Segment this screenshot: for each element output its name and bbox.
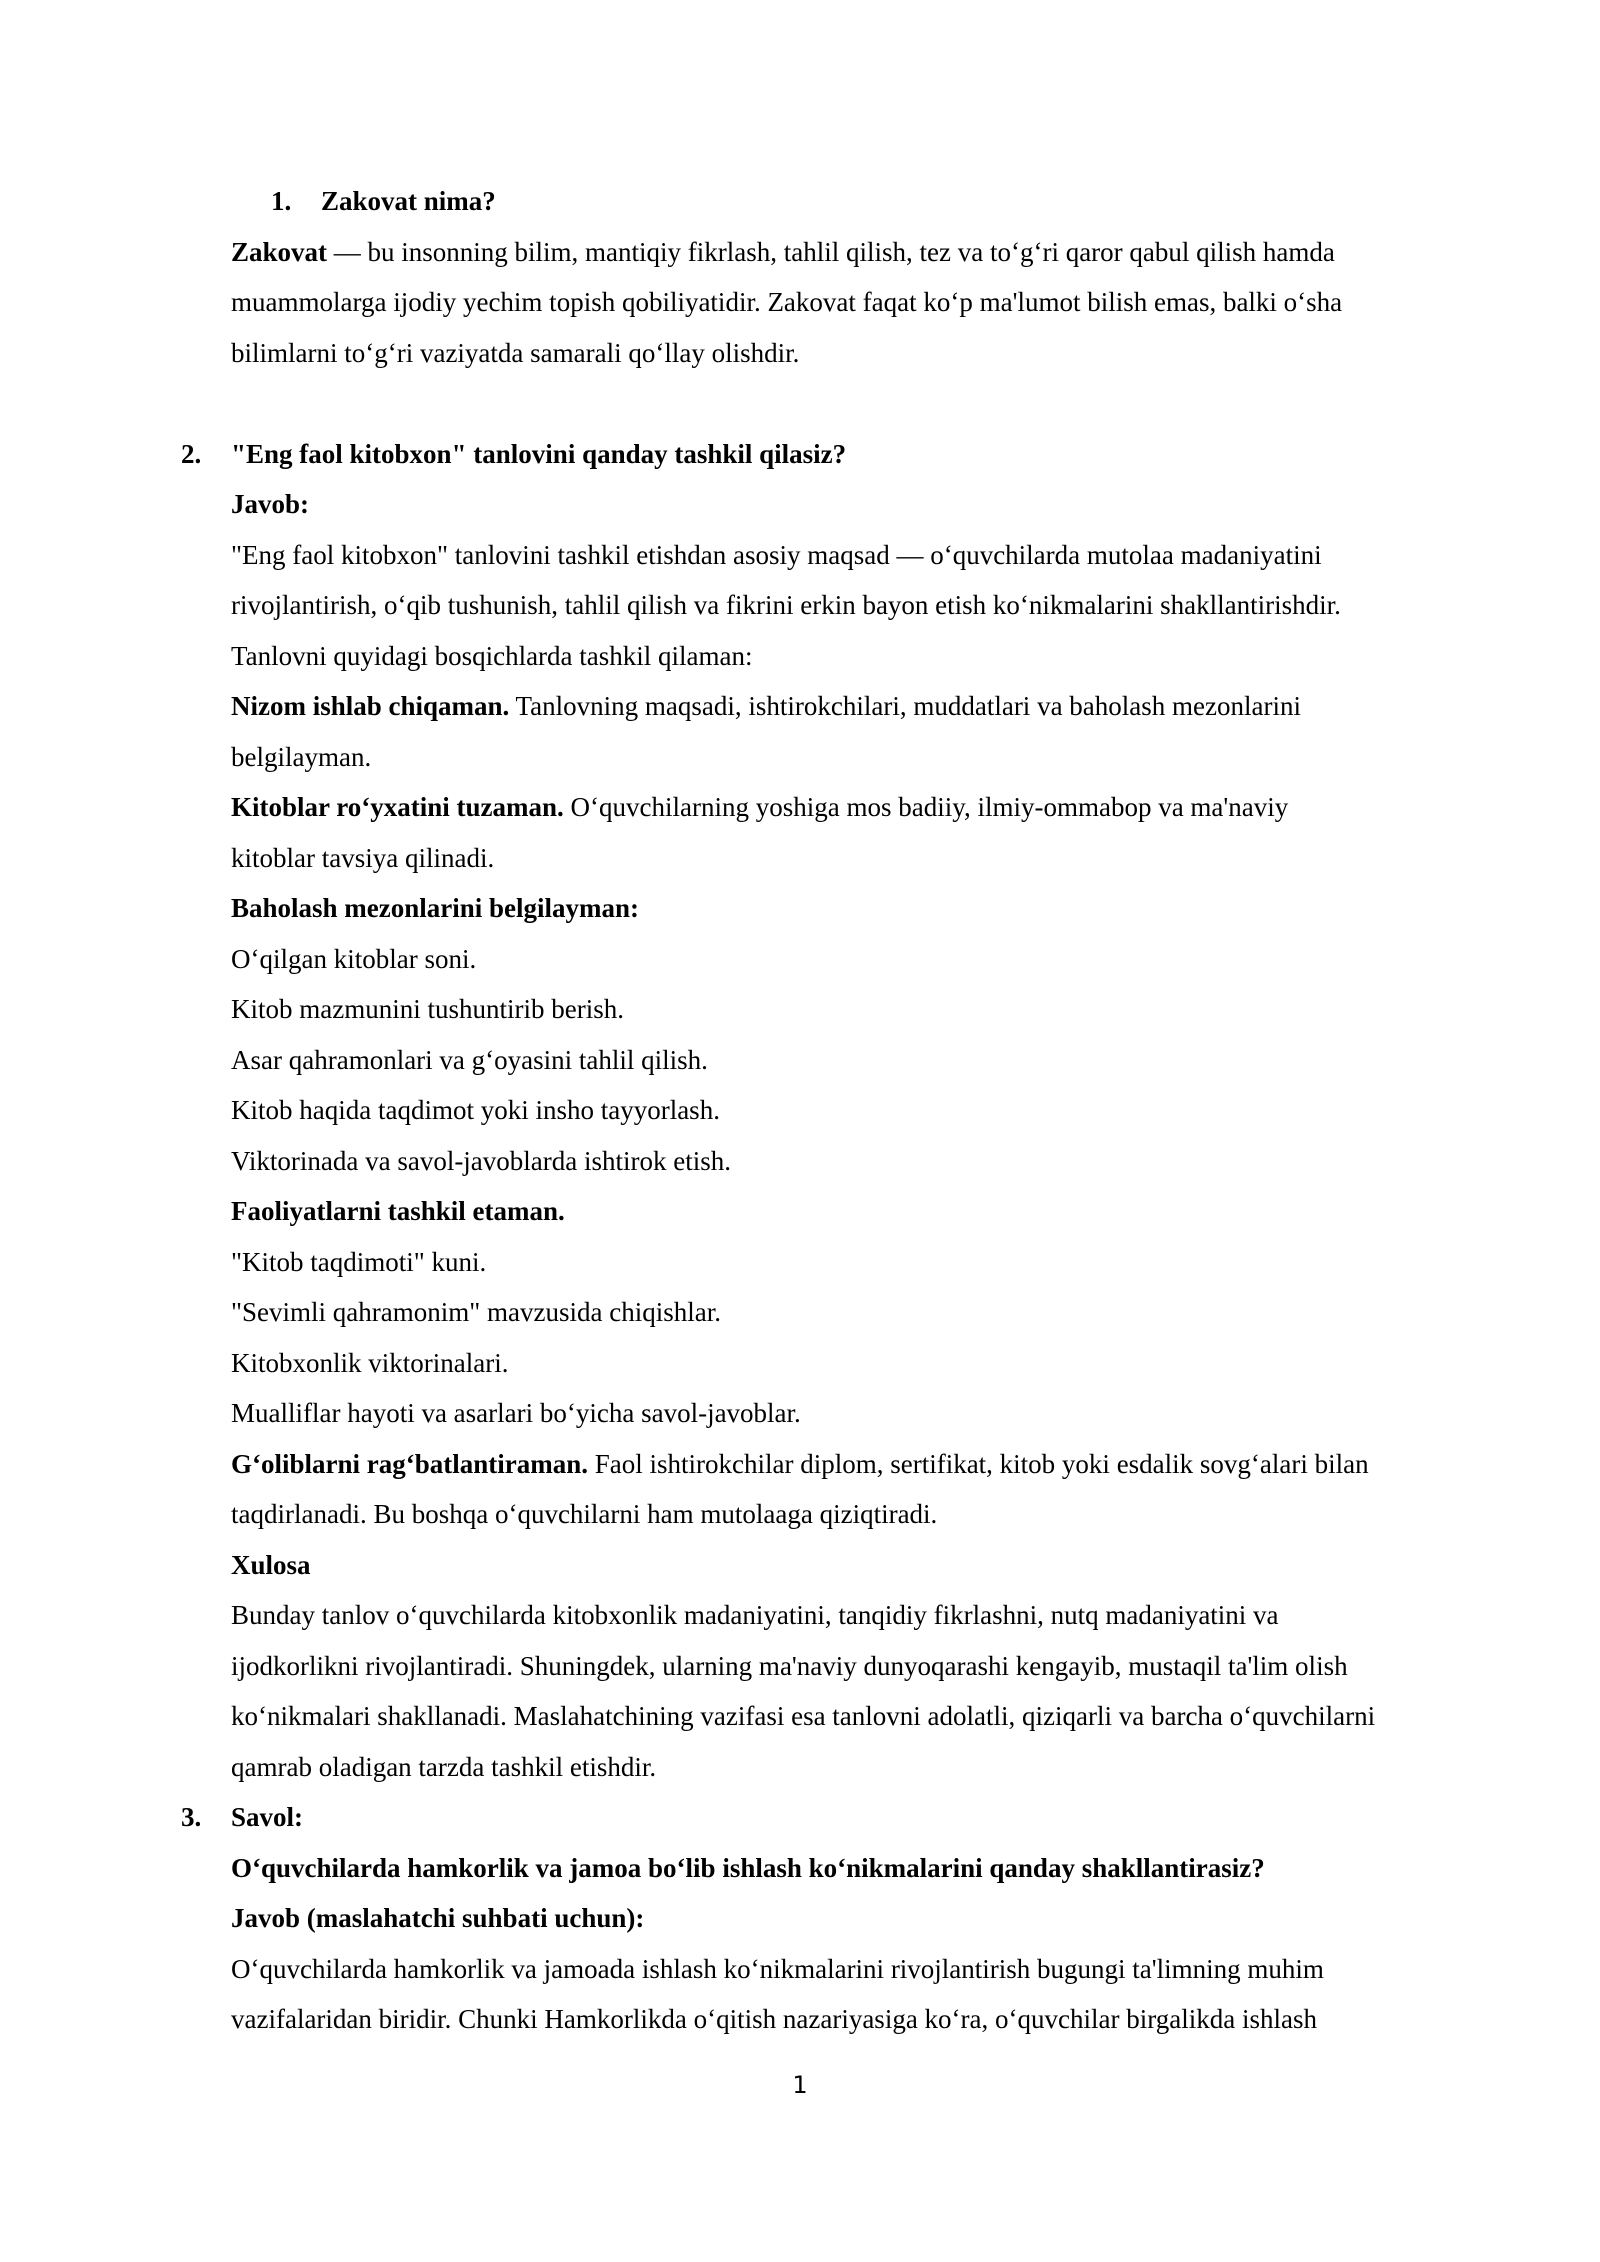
activity-item: Mualliflar hayoti va asarlari bo‘yicha savol-javoblar. <box>231 1398 801 1428</box>
step-kitoblar-cont: kitoblar tavsiya qilinadi. <box>231 843 495 873</box>
step-rewards-title: G‘oliblarni rag‘batlantiraman. <box>231 1449 588 1479</box>
activities-heading-text: Faoliyatlarni tashkil etaman. <box>231 1196 565 1226</box>
question-3-line: vazifalaridan biridir. Chunki Hamkorlikda o‘qitish nazariyasiga ko‘ra, o‘quvchilar birgalikda ishlash <box>231 2004 1317 2034</box>
question-2-intro-line-3: Tanlovni quyidagi bosqichlarda tashkil qilaman: <box>231 641 753 671</box>
question-3-label-text: Savol: <box>231 1802 304 1832</box>
criteria-item: Viktorinada va savol-javoblarda ishtirok etish. <box>231 1146 732 1176</box>
question-2-intro-line-2: rivojlantirish, o‘qib tushunish, tahlil qilish va fikrini erkin bayon etish ko‘nikmalarini shakllantirishdir. <box>231 590 1341 620</box>
question-1-title-text: Zakovat nima? <box>321 186 496 216</box>
step-kitoblar-text: O‘quvchilarning yoshiga mos badiiy, ilmiy-ommabop va ma'naviy <box>563 792 1289 822</box>
question-2-answer-label-text: Javob: <box>231 489 310 519</box>
question-3-number: 3. <box>181 1802 202 1832</box>
conclusion-line: ijodkorlikni rivojlantiradi. Shuningdek, ularning ma'naviy dunyoqarashi kengayib, mustaqil ta'lim olish <box>231 1651 1348 1681</box>
step-nizom-text: Tanlovning maqsadi, ishtirokchilari, muddatlari va baholash mezonlarini <box>509 691 1301 721</box>
criteria-item: O‘qilgan kitoblar soni. <box>231 944 477 974</box>
question-3-answer-label <box>231 1901 644 1935</box>
criteria-item: Kitob mazmunini tushuntirib berish. <box>231 994 624 1024</box>
question-1-line-2: muammolarga ijodiy yechim topish qobiliyatidir. Zakovat faqat ko‘p ma'lumot bilish emas, balki o‘sha <box>231 287 1343 317</box>
activity-item: "Kitob taqdimoti" kuni. <box>231 1247 487 1277</box>
criteria-item: Asar qahramonlari va g‘oyasini tahlil qilish. <box>231 1045 708 1075</box>
criteria-item: Kitob haqida taqdimot yoki insho tayyorlash. <box>231 1095 720 1125</box>
question-3-line: O‘quvchilarda hamkorlik va jamoada ishlash ko‘nikmalarini rivojlantirish bugungi ta'limning muhim <box>231 1954 1324 1984</box>
question-3-question-text: O‘quvchilarda hamkorlik va jamoa bo‘lib ishlash ko‘nikmalarini qanday shakllantirasiz? <box>231 1853 1265 1883</box>
step-nizom-title: Nizom ishlab chiqaman. <box>231 691 510 721</box>
conclusion-line: ko‘nikmalari shakllanadi. Maslahatchining vazifasi esa tanlovni adolatli, qiziqarli va barcha o‘quvchilarni <box>231 1701 1376 1731</box>
step-kitoblar-title: Kitoblar ro‘yxatini tuzaman. <box>231 792 564 822</box>
question-2-intro-line-1: "Eng faol kitobxon" tanlovini tashkil etishdan asosiy maqsad — o‘quvchilarda mutolaa madaniyatini <box>231 540 1322 570</box>
question-3-answer-label-text: Javob (maslahatchi suhbati uchun): <box>231 1903 645 1933</box>
question-2-title-text: "Eng faol kitobxon" tanlovini qanday tashkil qilasiz? <box>231 439 847 469</box>
step-nizom-cont: belgilayman. <box>231 742 372 772</box>
conclusion-heading-text: Xulosa <box>231 1550 311 1580</box>
question-3-label <box>231 1800 303 1834</box>
activity-item: Kitobxonlik viktorinalari. <box>231 1348 509 1378</box>
conclusion-line: qamrab oladigan tarzda tashkil etishdir. <box>231 1752 657 1782</box>
page-number: 1 <box>792 2071 808 2099</box>
question-2-number: 2. <box>181 439 202 469</box>
step-rewards-text: Faol ishtirokchilar diplom, sertifikat, kitob yoki esdalik sovg‘alari bilan <box>588 1449 1369 1479</box>
question-3-question <box>231 1851 1265 1885</box>
activity-item: "Sevimli qahramonim" mavzusida chiqishlar. <box>231 1297 721 1327</box>
zakovat-term: Zakovat <box>231 237 328 267</box>
criteria-heading-text: Baholash mezonlarini belgilayman: <box>231 893 640 923</box>
question-1-number: 1. <box>271 186 292 216</box>
question-1-line-1-text: — bu insonning bilim, mantiqiy fikrlash, tahlil qilish, tez va to‘g‘ri qaror qabul qilish hamda <box>327 237 1335 267</box>
step-rewards-cont: taqdirlanadi. Bu boshqa o‘quvchilarni ham mutolaaga qiziqtiradi. <box>231 1499 938 1529</box>
question-1-line-3: bilimlarni to‘g‘ri vaziyatda samarali qo‘llay olishdir. <box>231 338 800 368</box>
conclusion-line: Bunday tanlov o‘quvchilarda kitobxonlik madaniyatini, tanqidiy fikrlashni, nutq madaniyatini va <box>231 1600 1279 1630</box>
